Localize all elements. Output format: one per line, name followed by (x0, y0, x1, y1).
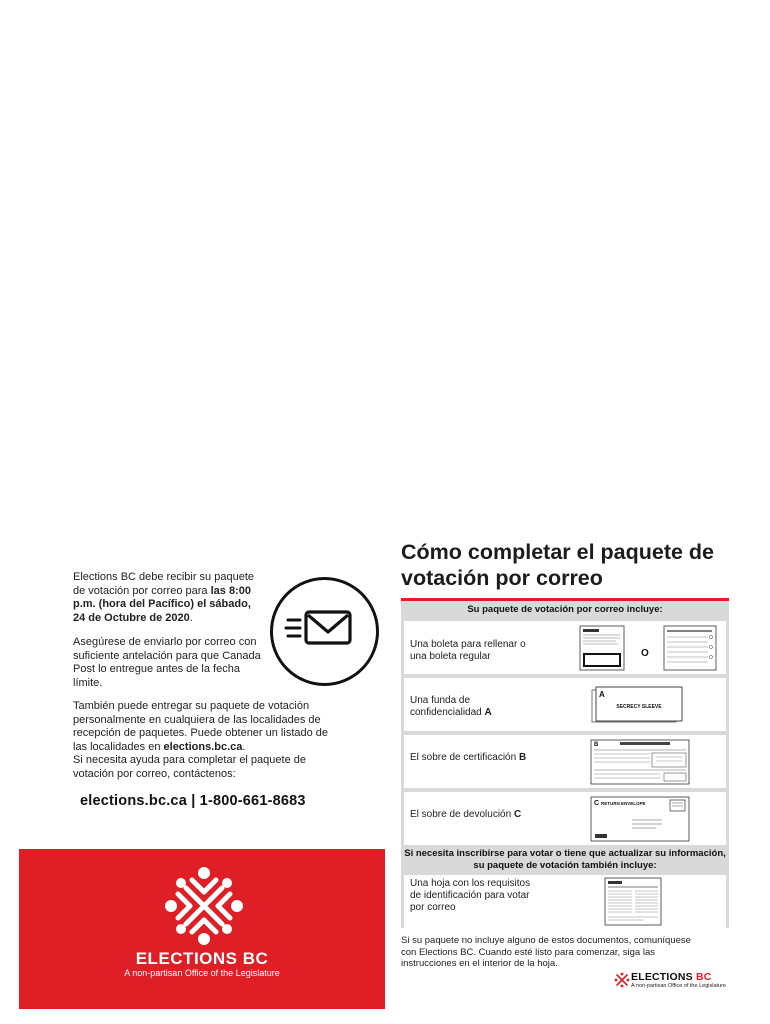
certification-envelope-image (590, 739, 690, 785)
id-requirements-sheet-image (604, 877, 662, 926)
elections-link[interactable]: elections.bc.ca (163, 740, 243, 753)
list-item (404, 792, 726, 845)
item-label: Una hoja con los requisitos de identificación para votar por correo (410, 878, 531, 913)
list-item (404, 621, 726, 674)
list-item (404, 735, 726, 788)
page-title: Cómo completar el paquete de votación por correo (401, 540, 715, 590)
item-label: El sobre de devolución C (410, 809, 522, 820)
elections-bc-small-logo (614, 971, 732, 993)
logo-name: ELECTIONS BC (135, 949, 269, 968)
svg-text:C: C (594, 800, 600, 807)
svg-text:A: A (599, 690, 605, 699)
svg-text:RETURN ENVELOPE: RETURN ENVELOPE (601, 801, 646, 806)
elections-bc-logo-icon (614, 972, 630, 988)
secrecy-sleeve-image (591, 686, 685, 726)
footer-instructions: Si su paquete no incluye alguno de estos documentos, comuníquese con Elections BC. Cuando esté listo para comenzar, siga las instrucciones en el interior de la hoja. (401, 935, 691, 969)
help-paragraph: Si necesita ayuda para completar el paquete de votación por correo, contáctenos: (73, 754, 306, 780)
elections-bc-logo-panel (19, 849, 385, 1009)
return-envelope-image (590, 796, 690, 842)
contact-info[interactable]: elections.bc.ca | 1-800-661-8683 (80, 793, 306, 809)
mail-envelope-icon (269, 576, 380, 687)
mail-early-paragraph: Asegúrese de enviarlo por correo con suficiente antelación para que Canada Post lo entregue antes de la fecha límite. (73, 636, 261, 689)
elections-bc-logo-icon (162, 864, 246, 948)
small-logo-name: ELECTIONS BC (631, 971, 712, 983)
list-item (404, 875, 726, 928)
item-label: Una boleta para rellenar o una boleta regular (410, 639, 526, 662)
svg-text:B: B (594, 742, 599, 748)
logo-tagline: A non-partisan Office of the Legislature (124, 968, 280, 978)
drop-off-paragraph: También puede entregar su paquete de votación personalmente en cualquiera de las localidades de recepción de paquetes. Puede obtener un listado de las localidades en elections.bc.ca. (73, 700, 329, 753)
svg-text:SECRECY SLEEVE: SECRECY SLEEVE (616, 704, 662, 710)
item-label: El sobre de certificación B (410, 752, 527, 763)
package-contents-panel (401, 598, 729, 928)
ballot-images (578, 625, 722, 671)
deadline-paragraph: Elections BC debe recibir su paquete de votación por correo para las 8:00 p.m. (hora del Pacífico) el sábado, 24 de Octubre de 2020. (73, 571, 254, 624)
or-label: O (641, 648, 649, 659)
panel-subheading: Si necesita inscribirse para votar o tiene que actualizar su información, su paquete de votación también incluye: (404, 848, 726, 871)
small-logo-tagline: A non-partisan Office of the Legislature (631, 983, 726, 989)
item-label: Una funda de confidencialidad A (410, 695, 492, 718)
panel-heading: Su paquete de votación por correo incluye: (467, 604, 663, 615)
list-item (404, 678, 726, 731)
